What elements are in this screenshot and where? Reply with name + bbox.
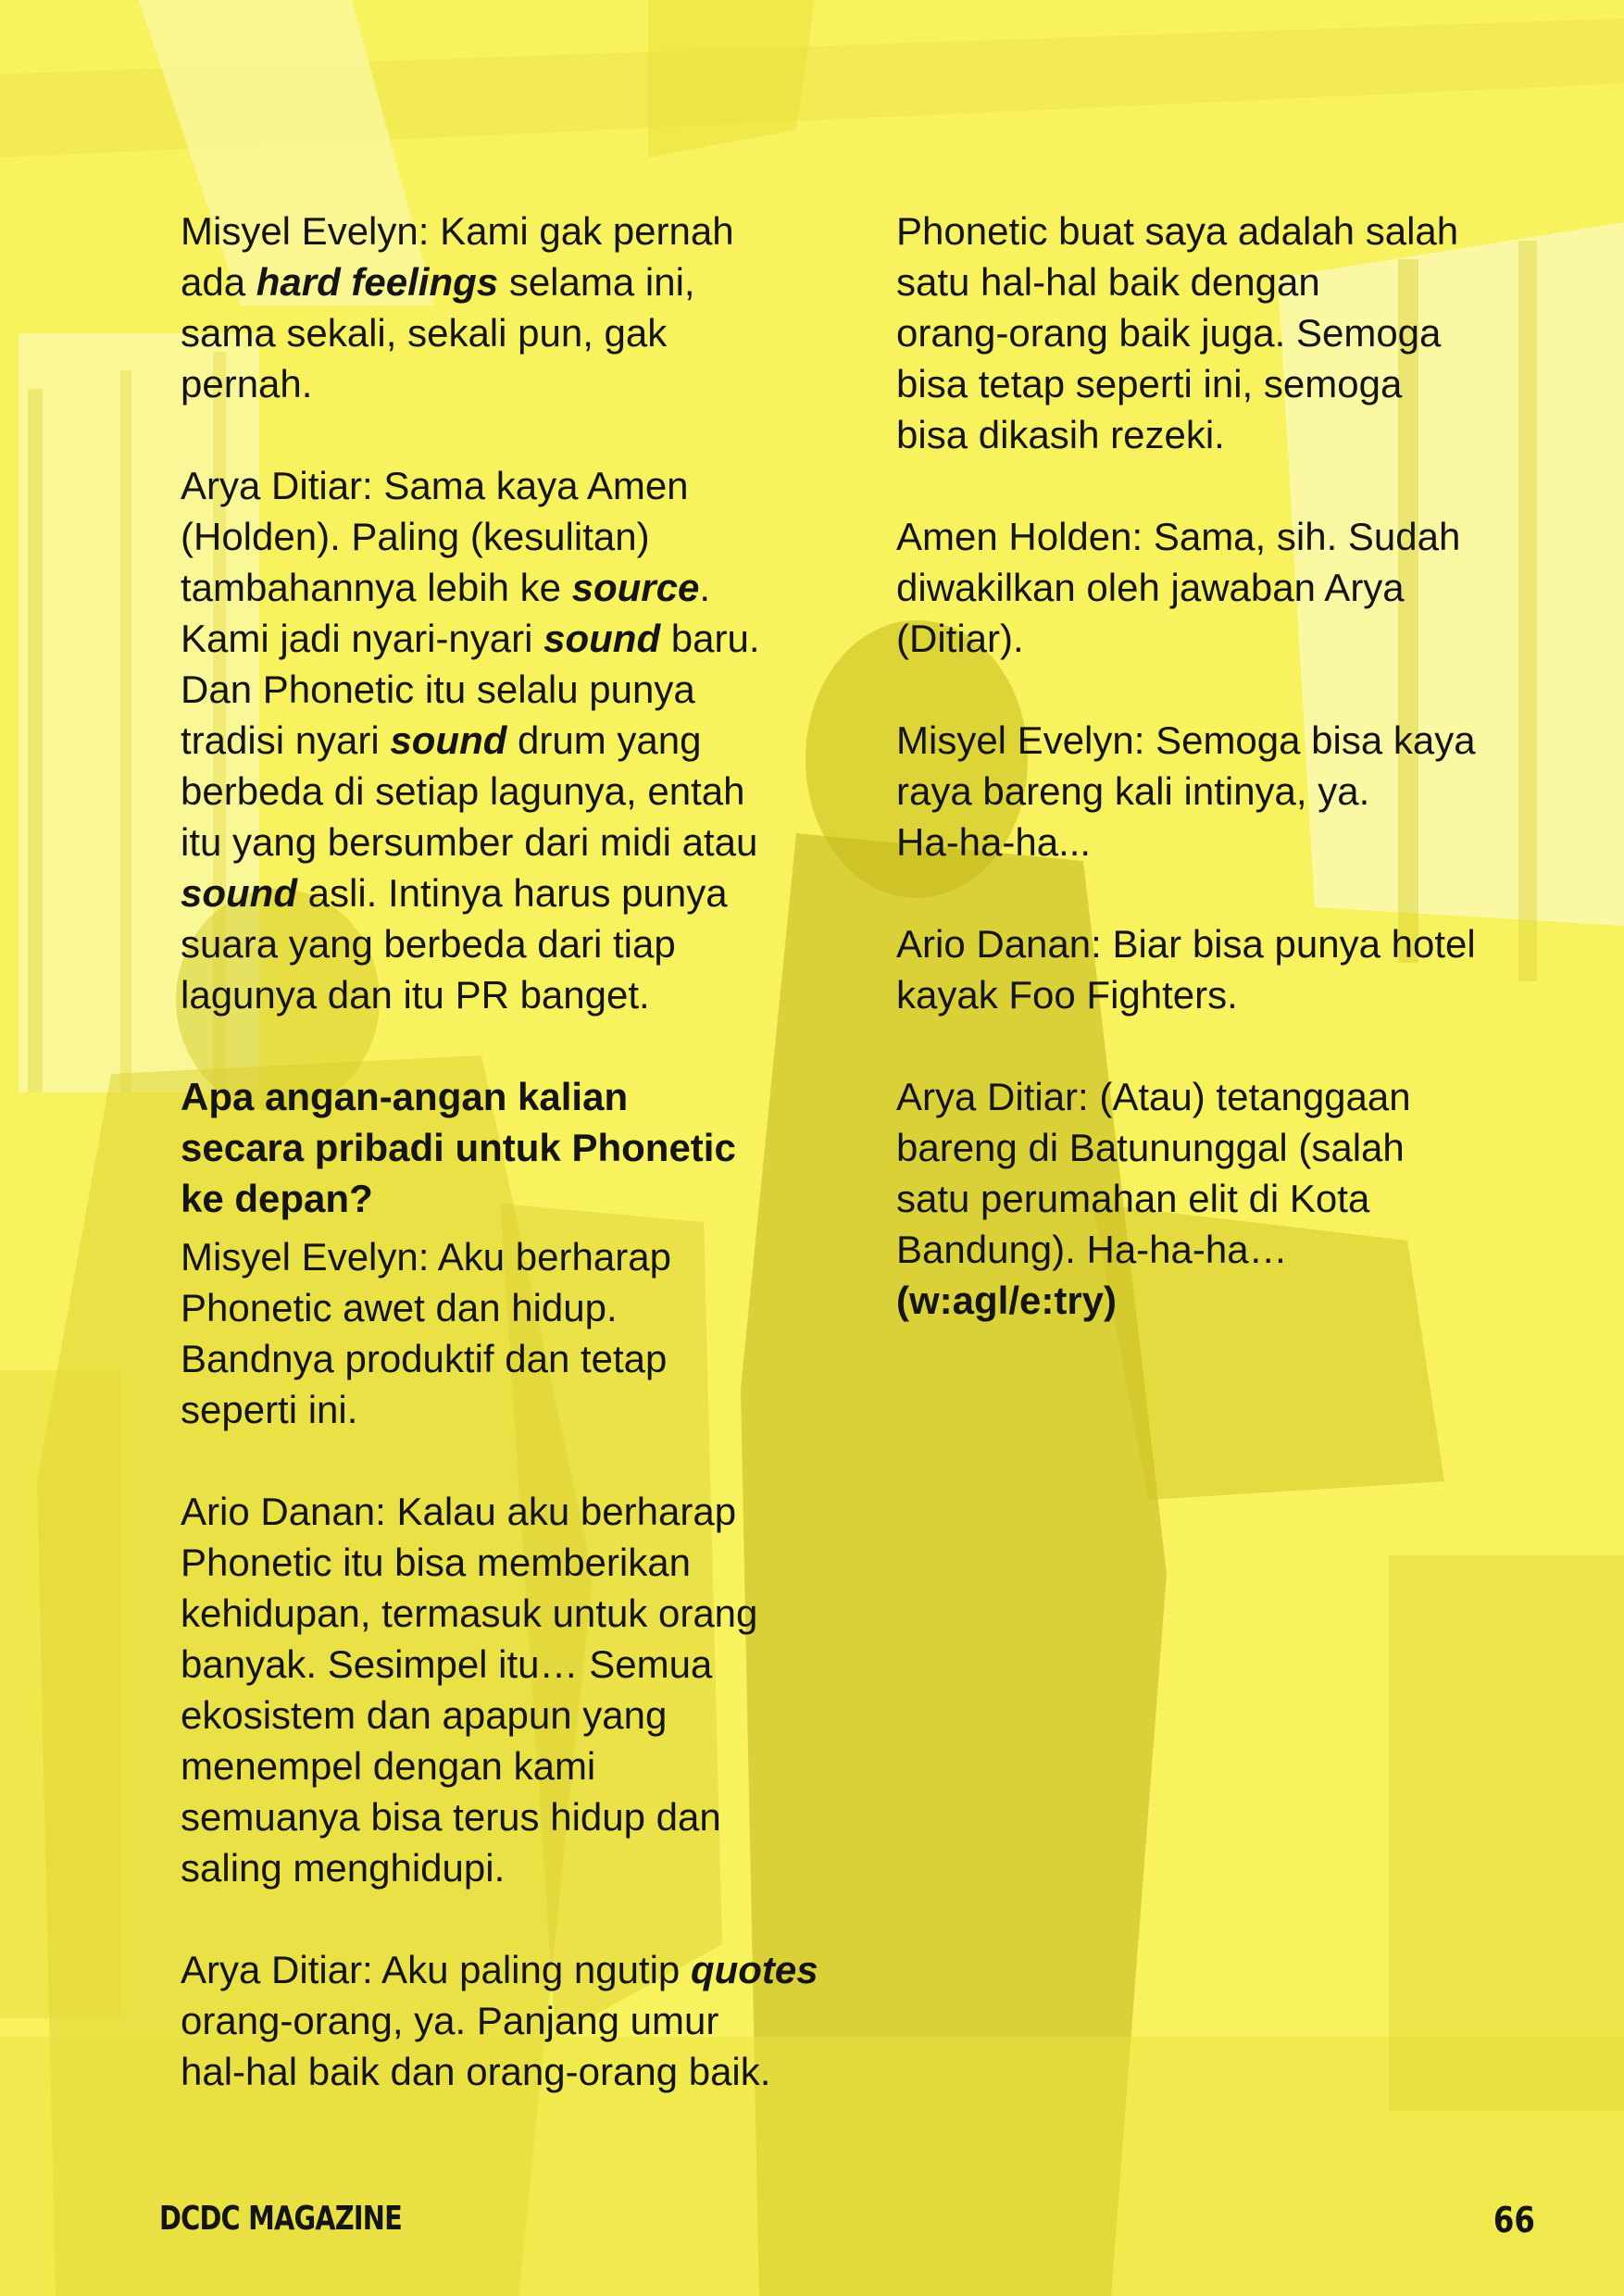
answer-misyel-evelyn-2: Misyel Evelyn: Aku berharap Phonetic awet dan hidup. Bandnya produktif dan tetap seperti ini. — [181, 1235, 671, 1431]
text: selama ini, sama sekali, sekali pun, gak pernah. — [181, 260, 695, 406]
emphasis: sound — [390, 718, 507, 762]
text: drum yang berbeda di setiap lagunya, entah itu yang bersumber dari midi atau — [181, 718, 758, 864]
answer-arya-ditiar-2 — [181, 1944, 819, 2097]
emphasis: hard feelings — [256, 260, 499, 304]
answer-arya-ditiar-1 — [181, 460, 819, 1020]
text: baru. Dan Phonetic itu selalu punya tradisi nyari — [181, 617, 760, 762]
author-signature: (w:agl/e:try) — [896, 1279, 1118, 1322]
answer-misyel-evelyn-1 — [181, 206, 819, 409]
emphasis: source — [571, 566, 700, 609]
text: Misyel Evelyn: Kami gak pernah ada — [181, 209, 734, 304]
answer-arya-ditiar-continued: Phonetic buat saya adalah salah satu hal-hal baik dengan orang-orang baik juga. Semoga bisa tetap seperti ini, semoga bisa dikasih rezeki. — [896, 209, 1459, 456]
answer-arya-ditiar-3 — [896, 1071, 1544, 1326]
magazine-name: DCDC MAGAZINE — [159, 2200, 402, 2238]
answer-amen-holden: Amen Holden: Sama, sih. Sudah diwakilkan oleh jawaban Arya (Ditiar). — [896, 515, 1461, 660]
text: Arya Ditiar: (Atau) tetanggaan bareng di Batununggal (salah satu perumahan elit di Kota Bandung). Ha-ha-ha… — [896, 1075, 1411, 1271]
emphasis: sound — [181, 871, 297, 915]
emphasis: quotes — [690, 1948, 818, 1991]
text: . Kami jadi nyari-nyari — [181, 566, 711, 660]
answer-ario-danan-2: Ario Danan: Biar bisa punya hotel kayak Foo Fighters. — [896, 922, 1476, 1017]
right-column — [896, 206, 1544, 1326]
text: Arya Ditiar: Sama kaya Amen (Holden). Paling (kesulitan) tambahannya lebih ke — [181, 464, 689, 609]
answer-ario-danan-1: Ario Danan: Kalau aku berharap Phonetic itu bisa memberikan kehidupan, termasuk untuk orang banyak. Sesimpel itu… Semua ekosistem dan apapun yang menempel dengan kami semuanya bisa terus hidup dan saling menghidupi. — [181, 1490, 758, 1890]
text: orang-orang, ya. Panjang umur hal-hal baik dan orang-orang baik. — [181, 1999, 771, 2093]
text: asli. Intinya harus punya suara yang berbeda dari tiap lagunya dan itu PR banget. — [181, 871, 728, 1017]
answer-misyel-evelyn-3: Misyel Evelyn: Semoga bisa kaya raya bareng kali intinya, ya. Ha-ha-ha... — [896, 718, 1476, 864]
left-column — [181, 206, 819, 2097]
text: Arya Ditiar: Aku paling ngutip — [181, 1948, 691, 1991]
interview-question: Apa angan-angan kalian secara pribadi untuk Phonetic ke depan? — [181, 1075, 736, 1220]
page-number: 66 — [1493, 2200, 1535, 2240]
emphasis: sound — [543, 617, 661, 660]
